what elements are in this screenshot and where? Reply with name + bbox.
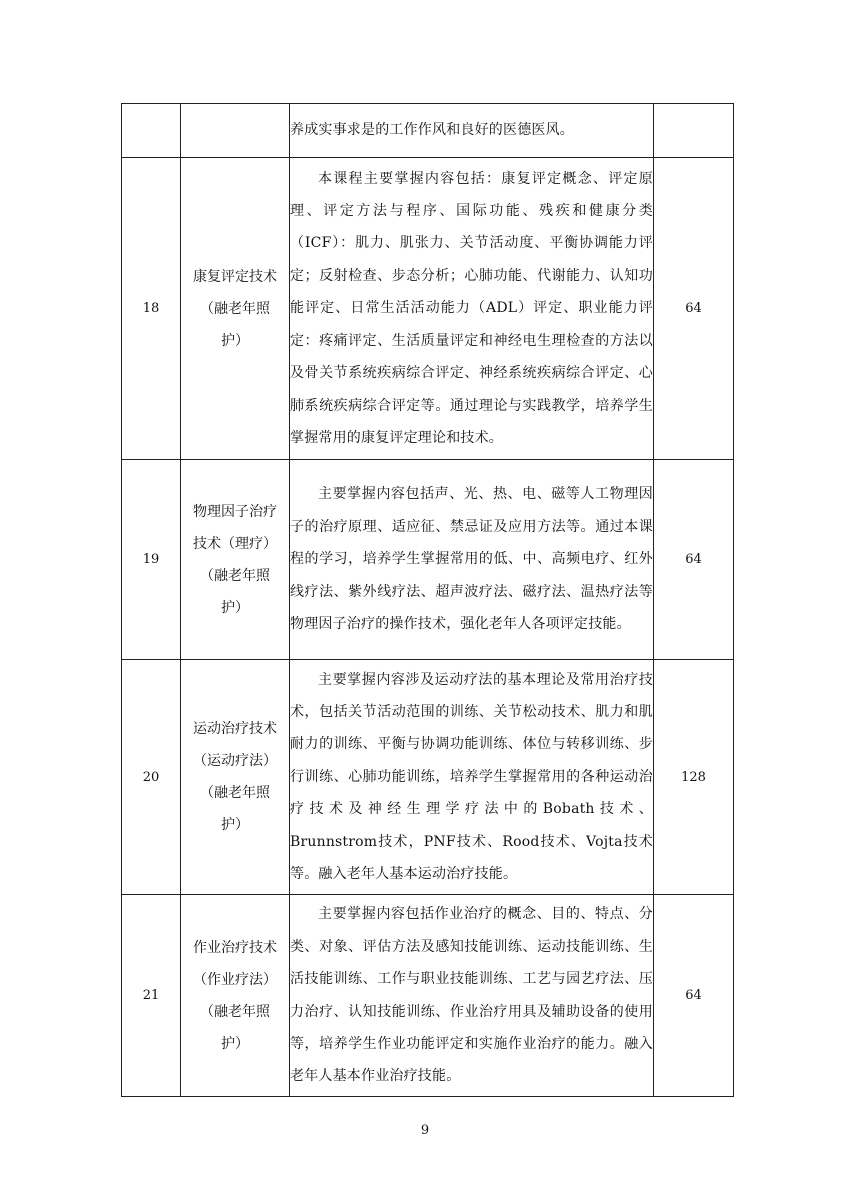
course-name-line: （运动疗法） (193, 753, 277, 769)
course-hours: 128 (654, 660, 734, 895)
row-number: 20 (122, 660, 181, 895)
course-name-line: 护） (221, 332, 249, 349)
table-row (122, 460, 734, 660)
course-name-line: （融老年照 (200, 1003, 270, 1020)
course-hours: 64 (654, 460, 734, 660)
course-hours (654, 104, 734, 158)
course-name-line: 物理因子治疗 (193, 503, 277, 520)
course-name (181, 158, 290, 460)
course-name (181, 660, 290, 895)
course-name-line: （融老年照 (200, 567, 270, 584)
course-name-line: 护） (221, 1035, 249, 1052)
course-content: 主要掌握内容涉及运动疗法的基本理论及常用治疗技术，包括关节活动范围的训练、关节松动技术、肌力和肌耐力的训练、平衡与协调功能训练、体位与转移训练、步行训练、心肺功能训练，培养学生掌握常用的各种运动治疗技术及神经生理学疗法中的Bobath技术、Brunnstrom技术，PNF技术、Rood技术、Vojta技术等。融入老年人基本运动治疗技能。 (290, 660, 654, 895)
course-name-line: 康复评定技术 (193, 268, 277, 285)
course-name-line: 技术（理疗） (193, 535, 277, 552)
course-content: 本课程主要掌握内容包括：康复评定概念、评定原理、评定方法与程序、国际功能、残疾和健康分类（ICF）：肌力、肌张力、关节活动度、平衡协调能力评定；反射检查、步态分析；心肺功能、代谢能力、认知功能评定、日常生活活动能力（ADL）评定、职业能力评定：疼痛评定、生活质量评定和神经电生理检查的方法以及骨关节系统疾病综合评定、神经系统疾病综合评定、心肺系统疾病综合评定等。通过理论与实践教学，培养学生掌握常用的康复评定理论和技术。 (290, 158, 654, 460)
course-name (181, 104, 290, 158)
course-name-line: 护） (221, 817, 249, 833)
course-name-line: 运动治疗技术 (193, 721, 277, 737)
course-name (181, 895, 290, 1097)
course-name (181, 460, 290, 660)
table-row (122, 660, 734, 895)
row-number: 21 (122, 895, 181, 1097)
course-content: 养成实事求是的工作作风和良好的医德医风。 (290, 104, 654, 158)
course-name-line: （作业疗法） (193, 971, 277, 988)
course-name-line: （融老年照 (200, 300, 270, 317)
table-row (122, 158, 734, 460)
row-number: 18 (122, 158, 181, 460)
course-hours: 64 (654, 158, 734, 460)
table-row (122, 104, 734, 158)
course-name-line: 作业治疗技术 (193, 939, 277, 956)
row-number: 19 (122, 460, 181, 660)
table-row (122, 895, 734, 1097)
course-content: 主要掌握内容包括作业治疗的概念、目的、特点、分类、对象、评估方法及感知技能训练、运动技能训练、生活技能训练、工作与职业技能训练、工艺与园艺疗法、压力治疗、认知技能训练、作业治疗用具及辅助设备的使用等，培养学生作业功能评定和实施作业治疗的能力。融入老年人基本作业治疗技能。 (290, 895, 654, 1097)
course-hours: 64 (654, 895, 734, 1097)
course-content: 主要掌握内容包括声、光、热、电、磁等人工物理因子的治疗原理、适应征、禁忌证及应用方法等。通过本课程的学习，培养学生掌握常用的低、中、高频电疗、红外线疗法、紫外线疗法、超声波疗法、磁疗法、温热疗法等物理因子治疗的操作技术，强化老年人各项评定技能。 (290, 460, 654, 660)
page-number: 9 (420, 1123, 430, 1138)
course-table (121, 103, 734, 1097)
course-name-line: 护） (221, 599, 249, 616)
course-name-line: （融老年照 (200, 785, 270, 801)
row-number (122, 104, 181, 158)
